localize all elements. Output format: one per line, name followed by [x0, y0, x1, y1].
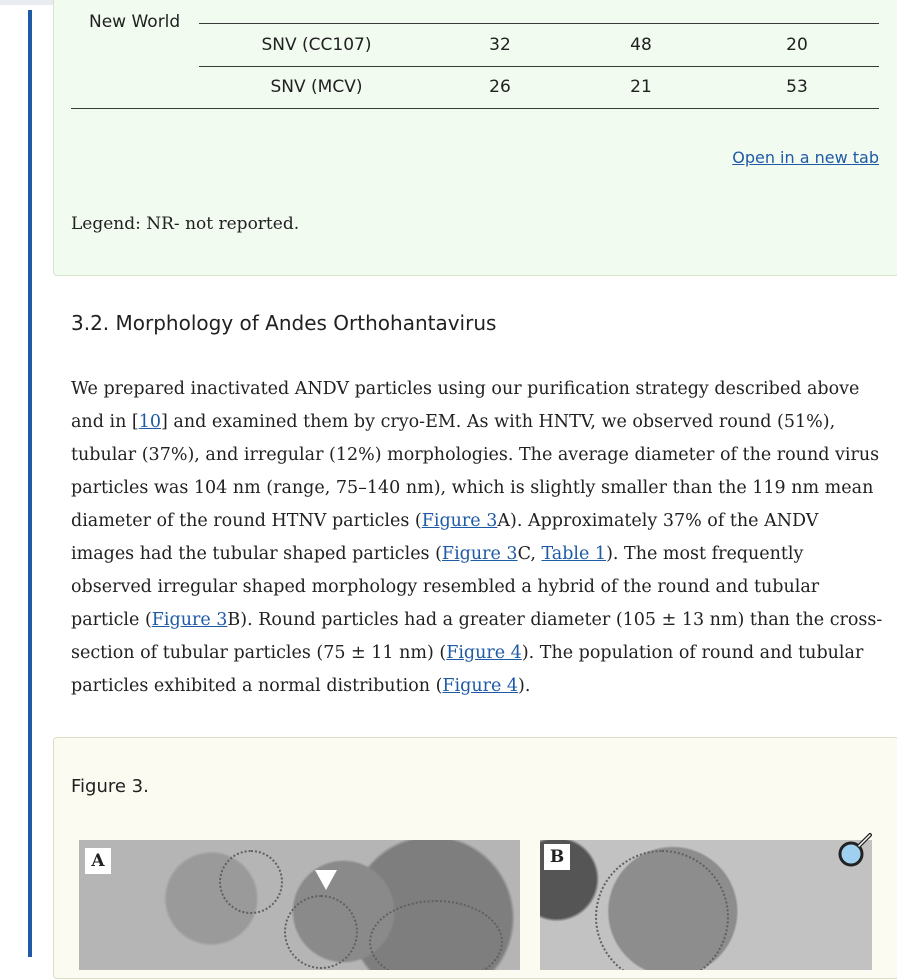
- ref-10-link[interactable]: 10: [138, 412, 162, 432]
- panel-label: A: [85, 848, 111, 874]
- virus-particle: [284, 895, 358, 969]
- figure-3-link[interactable]: Figure 3: [151, 610, 228, 630]
- table-cell-virus: SNV (CC107): [261, 35, 372, 55]
- table-legend: Legend: NR- not reported.: [71, 214, 300, 234]
- table-rule: [199, 23, 879, 24]
- article-accent-line: [28, 10, 32, 957]
- table-1-link[interactable]: Table 1: [541, 544, 607, 564]
- table-cell-value: 21: [630, 77, 652, 97]
- table-cell-value: 26: [489, 77, 511, 97]
- section-paragraph: We prepared inactivated ANDV particles using our purification strategy described above and in [10] and examined them by cryo-EM. As with HNTV, we observed round (51%), tubular (37%), and irregular (12%) morphologies. The average diameter of the round virus particles was 104 nm (range, 75–140 nm), which is slightly smaller than the 119 nm mean diameter of the round HTNV particles (Figure 3A). Approximately 37% of the ANDV images had the tubular shaped particles (Figure 3C, Table 1). The most frequently observed irregular shaped morphology resembled a hybrid of the round and tubular particle (Figure 3B). Round particles had a greater diameter (105 ± 13 nm) than the cross-section of tubular particles (75 ± 11 nm) (Figure 4). The population of round and tubular particles exhibited a normal distribution (Figure 4).: [71, 379, 883, 696]
- magnifier-icon[interactable]: [837, 832, 873, 870]
- virus-particle: [219, 850, 283, 914]
- table-cell-value: 20: [786, 35, 808, 55]
- figure-3-link[interactable]: Figure 3: [421, 511, 498, 531]
- figure-4-link[interactable]: Figure 4: [442, 676, 519, 696]
- table-cell-virus: SNV (MCV): [270, 77, 363, 97]
- table-cell-value: 53: [786, 77, 808, 97]
- open-in-new-tab-link[interactable]: Open in a new tab: [732, 148, 879, 167]
- table-rule: [199, 66, 879, 67]
- figure-3-link[interactable]: Figure 3: [441, 544, 518, 564]
- table-cell-value: 48: [630, 35, 652, 55]
- figure-title: Figure 3.: [71, 776, 149, 797]
- table-group-label: New World: [89, 12, 181, 32]
- arrowhead-marker: [315, 870, 337, 890]
- table-cell-value: 32: [489, 35, 511, 55]
- table-bottom-rule: [71, 108, 879, 109]
- virus-particle: [595, 850, 729, 970]
- figure-panel-a-image[interactable]: [79, 840, 520, 970]
- panel-label: B: [544, 844, 570, 870]
- virus-particle: [369, 900, 503, 970]
- figure-4-link[interactable]: Figure 4: [446, 643, 522, 663]
- figure-panel-b-image[interactable]: [540, 840, 872, 970]
- section-heading: 3.2. Morphology of Andes Orthohantavirus: [71, 311, 497, 335]
